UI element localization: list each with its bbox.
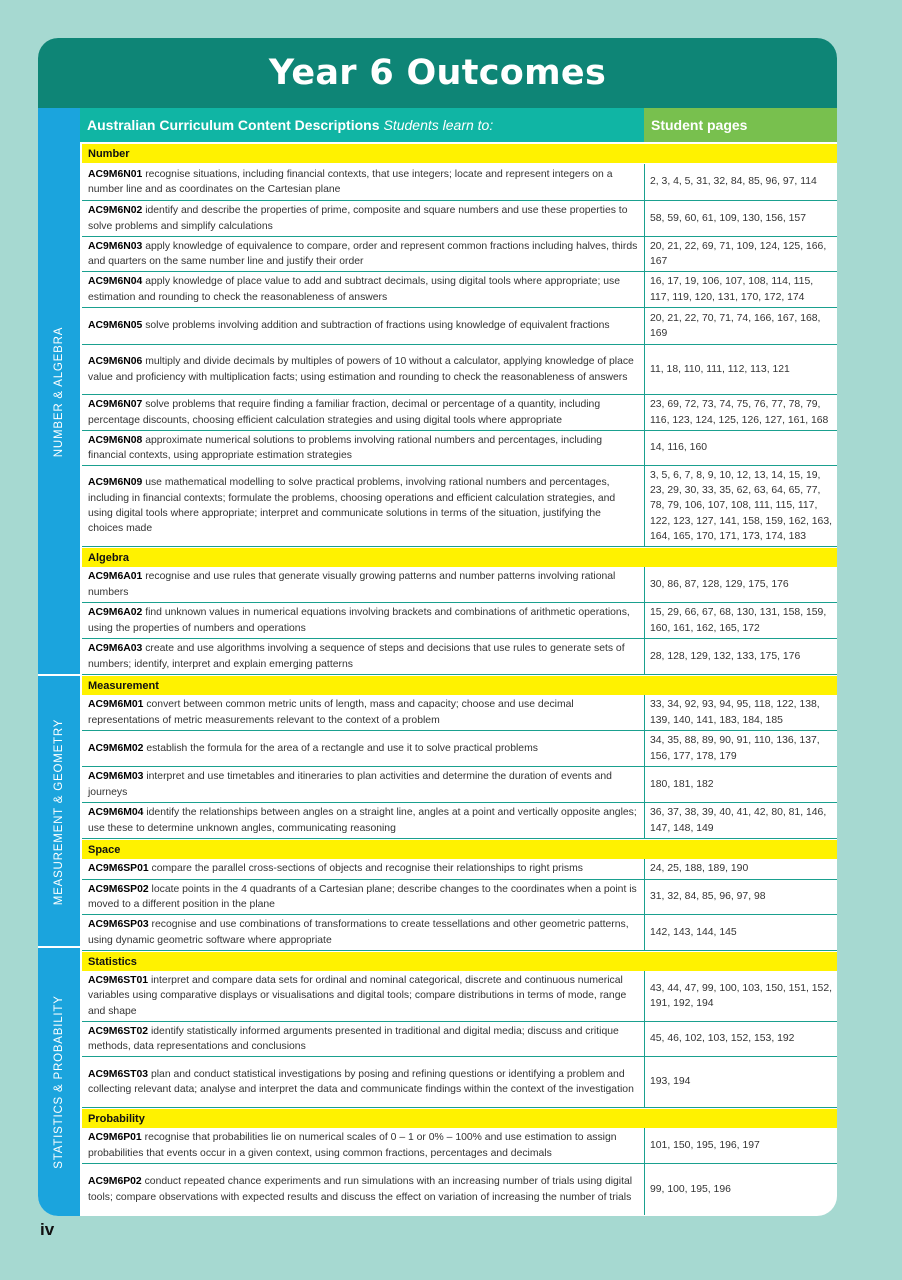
- outcome-code: AC9M6N03: [88, 240, 143, 252]
- header-student-pages: Student pages: [644, 108, 837, 142]
- outcome-description: [82, 915, 644, 950]
- outcome-code: AC9M6M02: [88, 742, 144, 754]
- student-pages: 11, 18, 110, 111, 112, 113, 121: [644, 345, 837, 394]
- header-left-italic: Students learn to:: [383, 117, 494, 133]
- student-pages: 14, 116, 160: [644, 431, 837, 465]
- outcome-text: establish the formula for the area of a rectangle and use it to solve practical problems: [146, 742, 538, 754]
- section-algebra: Algebra: [82, 548, 837, 567]
- table-row: [82, 164, 837, 201]
- outcome-code: AC9M6N02: [88, 205, 143, 217]
- outcome-text: solve problems involving addition and subtraction of fractions using knowledge of equivalent fractions: [145, 320, 610, 332]
- table-row: [82, 915, 837, 951]
- student-pages: 45, 46, 102, 103, 152, 153, 192: [644, 1022, 837, 1056]
- outcome-text: use mathematical modelling to solve practical problems, involving rational numbers and percentages, including in financial contexts; formulate the problems, choosing operations and efficient calculation strategies, and using digital tools where appropriate; interpret and communicate solutions in terms of the situation, justifying the choices made: [88, 477, 616, 535]
- student-pages: 99, 100, 195, 196: [644, 1164, 837, 1215]
- student-pages: 101, 150, 195, 196, 197: [644, 1128, 837, 1163]
- student-pages: 2, 3, 4, 5, 31, 32, 84, 85, 96, 97, 114: [644, 164, 837, 200]
- table-row: [82, 731, 837, 767]
- table-row: [82, 272, 837, 308]
- table-row: [82, 971, 837, 1022]
- outcome-description: [82, 803, 644, 838]
- table-row: [82, 880, 837, 915]
- outcome-description: [82, 345, 644, 394]
- table-row: [82, 567, 837, 603]
- table-row: [82, 308, 837, 345]
- student-pages: 3, 5, 6, 7, 8, 9, 10, 12, 13, 14, 15, 19, 23, 29, 30, 33, 35, 62, 63, 64, 65, 77, 78, 79, 106, 107, 108, 111, 115, 117, 122, 123, 127, 141, 158, 159, 162, 163, 164, 165, 170, 171, 173, 174, 183: [644, 466, 837, 546]
- strand-text: NUMBER & ALGEBRA: [53, 326, 65, 458]
- outcome-code: AC9M6SP01: [88, 863, 149, 875]
- table-row: [82, 345, 837, 395]
- table-row: [82, 395, 837, 431]
- section-number: Number: [82, 144, 837, 163]
- outcome-code: AC9M6M04: [88, 807, 144, 819]
- outcome-description: [82, 201, 644, 236]
- student-pages: 33, 34, 92, 93, 94, 95, 118, 122, 138, 139, 140, 141, 183, 184, 185: [644, 695, 837, 730]
- outcome-code: AC9M6A02: [88, 607, 143, 619]
- outcome-text: apply knowledge of place value to add and subtract decimals, using digital tools where appropriate; use estimation and rounding to check the reasonableness of answers: [88, 276, 620, 303]
- student-pages: 28, 128, 129, 132, 133, 175, 176: [644, 639, 837, 674]
- table-row: [82, 803, 837, 839]
- outcome-description: [82, 1164, 644, 1215]
- section-statistics: Statistics: [82, 952, 837, 971]
- student-pages: 43, 44, 47, 99, 100, 103, 150, 151, 152, 191, 192, 194: [644, 971, 837, 1021]
- title-bar: [38, 38, 837, 108]
- outcome-text: solve problems that require finding a familiar fraction, decimal or percentage of a quantity, including percentage discounts, choosing efficient calculation strategies and using digital tools where appropriate: [88, 399, 601, 426]
- outcome-description: [82, 859, 644, 879]
- table-row: [82, 1164, 837, 1215]
- header-descriptions: [80, 108, 644, 142]
- outcome-description: [82, 880, 644, 914]
- student-pages: 34, 35, 88, 89, 90, 91, 110, 136, 137, 156, 177, 178, 179: [644, 731, 837, 766]
- table-row: [82, 767, 837, 803]
- outcome-description: [82, 971, 644, 1021]
- outcome-text: identify the relationships between angles on a straight line, angles at a point and vertically opposite angles; use these to determine unknown angles, communicating reasoning: [88, 807, 637, 834]
- table-row: [82, 1057, 837, 1108]
- student-pages: 30, 86, 87, 128, 129, 175, 176: [644, 567, 837, 602]
- outcome-text: interpret and use timetables and itineraries to plan activities and determine the duration of events and journeys: [88, 771, 612, 798]
- outcome-text: plan and conduct statistical investigations by posing and refining questions or identifying a problem and collecting relevant data; analyse and interpret the data and communicate findings within the context of the investigation: [88, 1068, 634, 1095]
- outcome-code: AC9M6P01: [88, 1132, 142, 1144]
- outcome-code: AC9M6A01: [88, 571, 143, 583]
- outcome-text: convert between common metric units of length, mass and capacity; choose and use decimal representations of metric measurements relevant to the context of a problem: [88, 699, 574, 726]
- outcome-text: recognise and use rules that generate visually growing patterns and number patterns involving rational numbers: [88, 571, 616, 598]
- outcome-text: recognise that probabilities lie on numerical scales of 0 – 1 or 0% – 100% and use estimation to assign probabilities that events occur in a given context, using common fractions, percentages and decimals: [88, 1132, 617, 1159]
- student-pages: 58, 59, 60, 61, 109, 130, 156, 157: [644, 201, 837, 236]
- outcome-text: compare the parallel cross-sections of objects and recognise their relationships to right prisms: [151, 863, 583, 875]
- outcome-text: recognise and use combinations of transformations to create tessellations and other geometric patterns, using dynamic geometric software where appropriate: [88, 919, 629, 946]
- outcome-description: [82, 695, 644, 730]
- student-pages: 36, 37, 38, 39, 40, 41, 42, 80, 81, 146, 147, 148, 149: [644, 803, 837, 838]
- outcome-text: recognise situations, including financial contexts, that use integers; locate and represent integers on a number line and as coordinates on the Cartesian plane: [88, 168, 613, 195]
- student-pages: 193, 194: [644, 1057, 837, 1107]
- outcome-description: [82, 731, 644, 766]
- student-pages: 16, 17, 19, 106, 107, 108, 114, 115, 117, 119, 120, 131, 170, 172, 174: [644, 272, 837, 307]
- table-row: [82, 695, 837, 731]
- outcome-description: [82, 1128, 644, 1163]
- table-row: [82, 466, 837, 547]
- table-row: [82, 859, 837, 880]
- outcome-description: [82, 237, 644, 271]
- student-pages: 20, 21, 22, 69, 71, 109, 124, 125, 166, 167: [644, 237, 837, 271]
- section-space: Space: [82, 840, 837, 859]
- section-probability: Probability: [82, 1109, 837, 1128]
- outcome-description: [82, 567, 644, 602]
- outcome-code: AC9M6N06: [88, 356, 143, 368]
- outcome-code: AC9M6SP03: [88, 919, 149, 931]
- outcome-code: AC9M6M03: [88, 771, 144, 783]
- outcome-description: [82, 639, 644, 674]
- outcome-text: create and use algorithms involving a sequence of steps and decisions that use rules to generate sets of numbers; identify, interpret and explain emerging patterns: [88, 643, 625, 670]
- outcome-description: [82, 395, 644, 430]
- outcome-text: multiply and divide decimals by multiples of powers of 10 without a calculator, applying knowledge of place value and proficiency with multiplication facts; using estimation and rounding to check the reasonableness of answers: [88, 356, 634, 383]
- outcome-code: AC9M6ST01: [88, 975, 149, 987]
- outcome-description: [82, 767, 644, 802]
- section-measurement: Measurement: [82, 676, 837, 695]
- student-pages: 180, 181, 182: [644, 767, 837, 802]
- outcome-code: AC9M6A03: [88, 643, 143, 655]
- outcome-description: [82, 164, 644, 200]
- student-pages: 142, 143, 144, 145: [644, 915, 837, 950]
- header-left-bold: Australian Curriculum Content Descriptions: [87, 117, 380, 133]
- outcome-text: interpret and compare data sets for ordinal and nominal categorical, discrete and continuous numerical variables using comparative displays or visualisations and digital tools; compare distributions in terms of mode, range and shape: [88, 975, 627, 1017]
- table-row: [82, 639, 837, 675]
- table-row: [82, 603, 837, 639]
- student-pages: 23, 69, 72, 73, 74, 75, 76, 77, 78, 79, 116, 123, 124, 125, 126, 127, 161, 168: [644, 395, 837, 430]
- table-row: [82, 431, 837, 466]
- outcome-text: locate points in the 4 quadrants of a Cartesian plane; describe changes to the coordinates when a point is moved to a different position in the plane: [88, 883, 637, 910]
- strand-text: STATISTICS & PROBABILITY: [53, 995, 65, 1169]
- outcome-code: AC9M6SP02: [88, 883, 149, 895]
- student-pages: 31, 32, 84, 85, 96, 97, 98: [644, 880, 837, 914]
- table-row: [82, 1022, 837, 1057]
- outcome-description: [82, 308, 644, 344]
- strand-label-number-algebra: [38, 108, 80, 676]
- strand-label-statistics-probability: [38, 948, 80, 1216]
- outcome-text: identify statistically informed arguments presented in traditional and digital media; discuss and critique methods, data representations and conclusions: [88, 1025, 619, 1052]
- outcome-description: [82, 603, 644, 638]
- outcome-code: AC9M6ST02: [88, 1025, 149, 1037]
- outcome-code: AC9M6N01: [88, 168, 143, 180]
- outcome-code: AC9M6N04: [88, 276, 143, 288]
- outcome-description: [82, 272, 644, 307]
- outcome-description: [82, 466, 644, 546]
- outcome-code: AC9M6M01: [88, 699, 144, 711]
- strand-label-measurement-geometry: [38, 676, 80, 948]
- outcome-code: AC9M6N05: [88, 320, 143, 332]
- table-row: [82, 237, 837, 272]
- outcome-text: conduct repeated chance experiments and run simulations with an increasing number of trials using digital tools; compare observations with expected results and discuss the effect on variation of increasing the number of trials: [88, 1176, 633, 1203]
- outcome-description: [82, 1057, 644, 1107]
- page-number: iv: [40, 1220, 55, 1239]
- table-row: [82, 201, 837, 237]
- student-pages: 24, 25, 188, 189, 190: [644, 859, 837, 879]
- student-pages: 20, 21, 22, 70, 71, 74, 166, 167, 168, 169: [644, 308, 837, 344]
- page-title: Year 6 Outcomes: [268, 53, 607, 93]
- outcome-code: AC9M6N08: [88, 434, 143, 446]
- outcome-text: identify and describe the properties of prime, composite and square numbers and use these properties to solve problems and simplify calculations: [88, 205, 628, 232]
- outcome-code: AC9M6ST03: [88, 1068, 149, 1080]
- outcome-code: AC9M6P02: [88, 1176, 142, 1188]
- outcome-code: AC9M6N09: [88, 477, 143, 489]
- outcome-code: AC9M6N07: [88, 399, 143, 411]
- strand-text: MEASUREMENT & GEOMETRY: [53, 718, 65, 906]
- table-row: [82, 1128, 837, 1164]
- outcomes-card: [38, 38, 837, 1216]
- outcome-description: [82, 431, 644, 465]
- outcome-text: apply knowledge of equivalence to compare, order and represent common fractions including halves, thirds and quarters on the same number line and justify their order: [88, 240, 638, 267]
- outcome-text: find unknown values in numerical equations involving brackets and combinations of arithmetic operations, using the properties of numbers and operations: [88, 607, 630, 634]
- student-pages: 15, 29, 66, 67, 68, 130, 131, 158, 159, 160, 161, 162, 165, 172: [644, 603, 837, 638]
- outcome-text: approximate numerical solutions to problems involving rational numbers and percentages, including financial contexts, using appropriate estimation strategies: [88, 434, 603, 461]
- outcome-description: [82, 1022, 644, 1056]
